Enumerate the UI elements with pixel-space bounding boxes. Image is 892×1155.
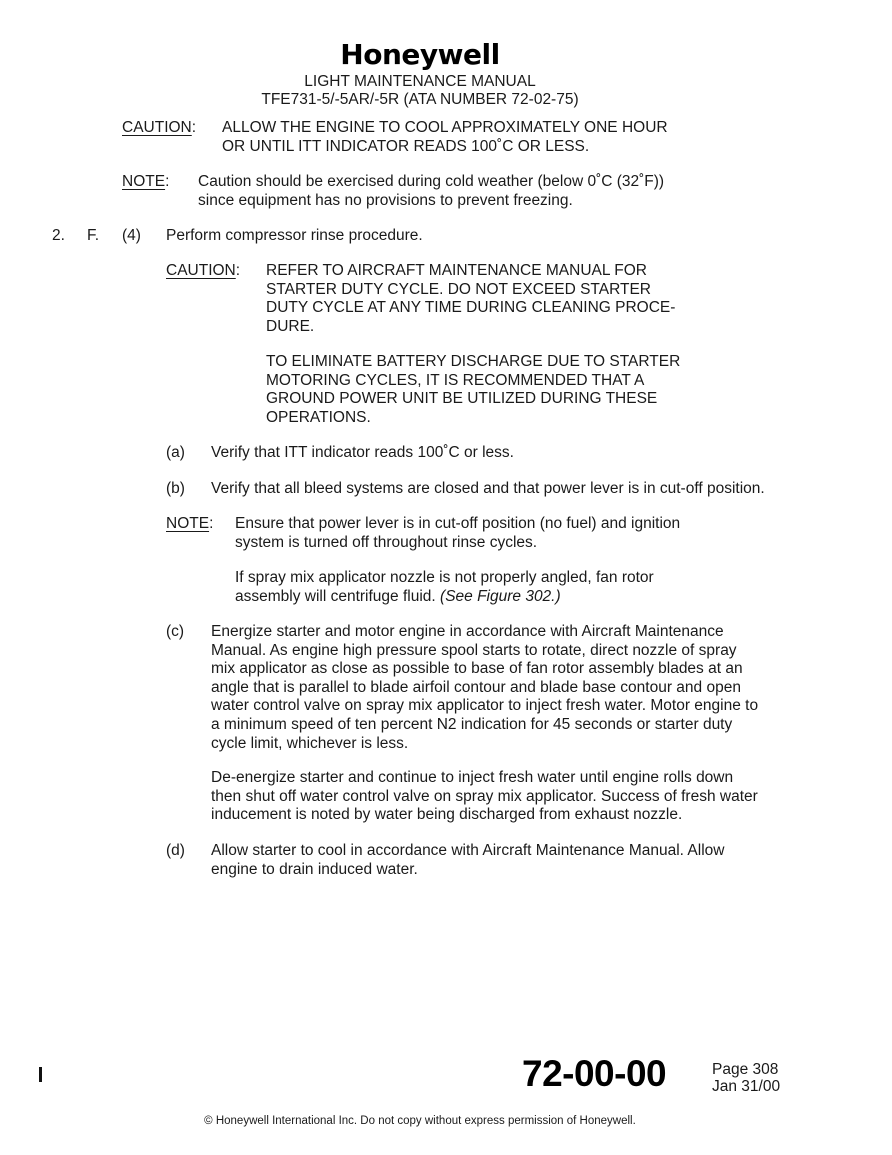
caution-text: TO ELIMINATE BATTERY DISCHARGE DUE TO STARTER MOTORING CYCLES, IT IS RECOMMENDED THAT A GROUND POWER UNIT BE UTILIZED DURING THESE OPERATIONS. [266,353,681,426]
item-label: (b) [166,480,185,497]
page-number: Page 308 [712,1061,779,1078]
document-number: 72-00-00 [522,1053,667,1094]
engine-model: TFE731-5/-5AR/-5R (ATA NUMBER 72-02-75) [261,91,579,108]
item-label: (c) [166,623,185,640]
note-label: NOTE: [166,515,214,532]
honeywell-logo: Honeywell [340,38,500,71]
note-text: Ensure that power lever is in cut-off position (no fuel) and ignition system is turned off throughout rinse cycles. [235,515,681,551]
step-text: Perform compressor rinse procedure. [166,227,423,244]
item-text: Allow starter to cool in accordance with Aircraft Maintenance Manual. Allow engine to drain induced water. [211,842,725,878]
step-number: 2. [52,227,65,244]
step-subnumber: (4) [122,227,141,244]
copyright-notice: © Honeywell International Inc. Do not copy without express permission of Honeywell. [204,1115,636,1127]
item-label: (d) [166,842,185,859]
item-text: De-energize starter and continue to inject fresh water until engine rolls down then shut off water control valve on spray mix applicator. Success of fresh water inducement is noted by water being discharged from exhaust nozzle. [211,769,758,824]
item-label: (a) [166,444,185,461]
step-letter: F. [87,227,100,244]
caution-label: CAUTION: [122,119,197,136]
revision-bar [39,1067,42,1082]
caution-text: REFER TO AIRCRAFT MAINTENANCE MANUAL FOR STARTER DUTY CYCLE. DO NOT EXCEED STARTER DUTY CYCLE AT ANY TIME DURING CLEANING PROCE- DURE. [266,262,676,335]
item-text: Verify that ITT indicator reads 100˚C or less. [211,444,514,461]
note-text: If spray mix applicator nozzle is not properly angled, fan rotor assembly will centrifuge fluid. (See Figure 302.) [235,569,654,605]
caution-text: ALLOW THE ENGINE TO COOL APPROXIMATELY ONE HOUR OR UNTIL ITT INDICATOR READS 100˚C OR LESS. [222,119,668,155]
page-info [712,1061,780,1095]
manual-title: LIGHT MAINTENANCE MANUAL [304,73,536,90]
figure-reference[interactable]: (See Figure 302.) [440,587,561,605]
item-text: Verify that all bleed systems are closed and that power lever is in cut-off position. [211,480,765,497]
note-text: Caution should be exercised during cold weather (below 0˚C (32˚F)) since equipment has no provisions to prevent freezing. [198,173,665,209]
caution-label: CAUTION: [166,262,241,279]
revision-date: Jan 31/00 [712,1078,781,1095]
note-label: NOTE: [122,173,170,190]
item-text: Energize starter and motor engine in accordance with Aircraft Maintenance Manual. As engine high pressure spool starts to rotate, direct nozzle of spray mix applicator as close as possible to base of fan rotor assembly blades at an angle that is parallel to blade airfoil contour and blade base contour and open water control valve on spray mix applicator to inject fresh water. Motor engine to a minimum speed of ten percent N2 indication for 45 seconds or starter duty cycle limit, whichever is less. [211,623,759,752]
